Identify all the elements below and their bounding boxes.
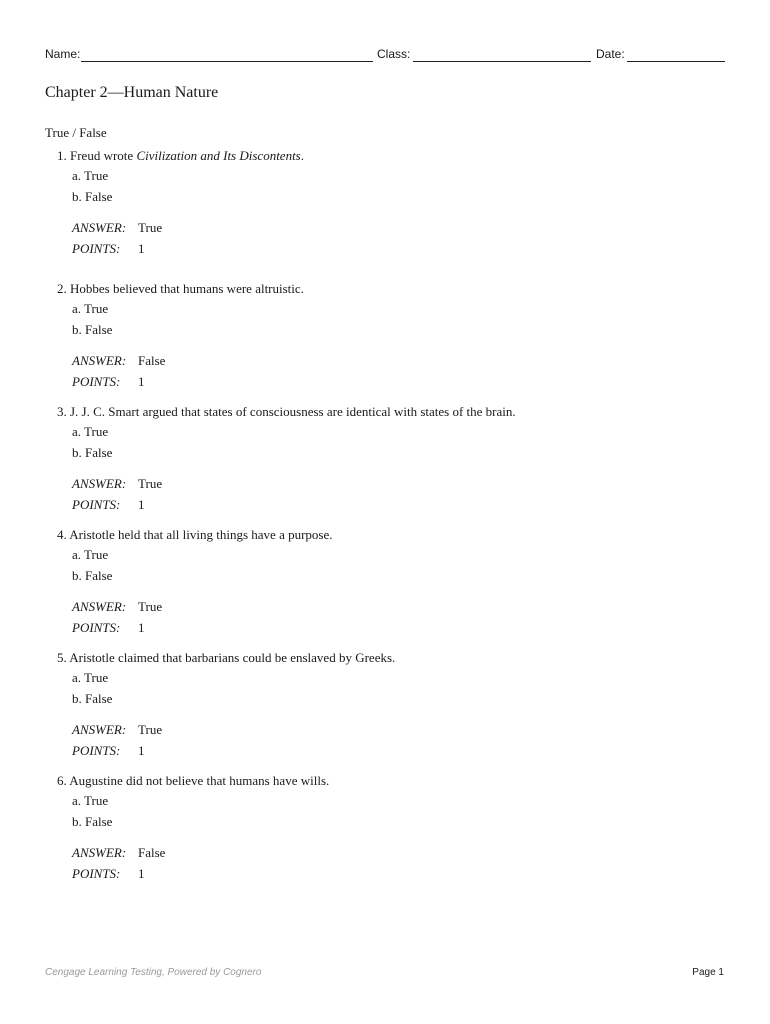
points-label: POINTS: [72, 743, 121, 758]
section-title: True / False [45, 125, 107, 140]
option-a: a. True [72, 168, 109, 183]
question-stem [57, 281, 304, 297]
question-item [57, 404, 737, 514]
option-b: b. False [72, 445, 113, 460]
option-b: b. False [72, 691, 113, 706]
option-b: b. False [72, 322, 113, 337]
date-label: Date: [596, 47, 625, 61]
answer-value: False [138, 353, 166, 368]
answer-value: False [138, 845, 166, 860]
question-text: Aristotle held that all living things have a purpose. [69, 527, 333, 542]
points-value: 1 [138, 241, 145, 256]
student-info-header [45, 46, 725, 66]
option-a: a. True [72, 301, 109, 316]
chapter-title: Chapter 2—Human Nature [45, 84, 219, 101]
question-stem [57, 773, 329, 789]
question-stem [57, 148, 304, 164]
page-number: Page 1 [692, 967, 724, 978]
question-text-end: . [300, 148, 304, 163]
question-item [57, 527, 737, 637]
question-number: 4. [57, 527, 67, 542]
answer-label: ANSWER: [72, 220, 127, 235]
points-label: POINTS: [72, 866, 121, 881]
question-stem [57, 527, 333, 543]
points-value: 1 [138, 620, 145, 635]
points-value: 1 [138, 374, 145, 389]
question-item [57, 773, 737, 883]
option-a: a. True [72, 670, 109, 685]
question-number: 3. [57, 404, 67, 419]
question-text: Hobbes believed that humans were altruistic. [70, 281, 304, 296]
answer-value: True [138, 220, 163, 235]
answer-value: True [138, 476, 163, 491]
question-number: 5. [57, 650, 67, 665]
points-label: POINTS: [72, 241, 121, 256]
question-number: 6. [57, 773, 67, 788]
question-item [57, 650, 737, 760]
answer-label: ANSWER: [72, 353, 127, 368]
name-field-line[interactable] [81, 61, 373, 62]
points-value: 1 [138, 497, 145, 512]
answer-label: ANSWER: [72, 599, 127, 614]
option-b: b. False [72, 189, 113, 204]
class-field-line[interactable] [413, 61, 591, 62]
answer-label: ANSWER: [72, 722, 127, 737]
question-number: 2. [57, 281, 67, 296]
option-a: a. True [72, 424, 109, 439]
question-text: Freud wrote [70, 148, 137, 163]
points-value: 1 [138, 866, 145, 881]
question-text: Augustine did not believe that humans have wills. [69, 773, 330, 788]
answer-value: True [138, 599, 163, 614]
points-label: POINTS: [72, 620, 121, 635]
question-stem [57, 650, 395, 666]
date-field-line[interactable] [627, 61, 725, 62]
option-a: a. True [72, 547, 109, 562]
class-label: Class: [377, 47, 411, 61]
question-item [57, 281, 737, 391]
question-item [57, 148, 737, 258]
option-b: b. False [72, 814, 113, 829]
points-label: POINTS: [72, 497, 121, 512]
answer-label: ANSWER: [72, 845, 127, 860]
points-value: 1 [138, 743, 145, 758]
question-text: J. J. C. Smart argued that states of consciousness are identical with states of the brain. [70, 404, 516, 419]
points-label: POINTS: [72, 374, 121, 389]
answer-label: ANSWER: [72, 476, 127, 491]
footer-credit: Cengage Learning Testing, Powered by Cognero [45, 967, 262, 978]
question-text: Aristotle claimed that barbarians could be enslaved by Greeks. [69, 650, 396, 665]
option-a: a. True [72, 793, 109, 808]
question-stem [57, 404, 516, 420]
question-number: 1. [57, 148, 67, 163]
question-text-italic: Civilization and Its Discontents [136, 148, 301, 163]
option-b: b. False [72, 568, 113, 583]
name-label: Name: [45, 47, 81, 61]
answer-value: True [138, 722, 163, 737]
